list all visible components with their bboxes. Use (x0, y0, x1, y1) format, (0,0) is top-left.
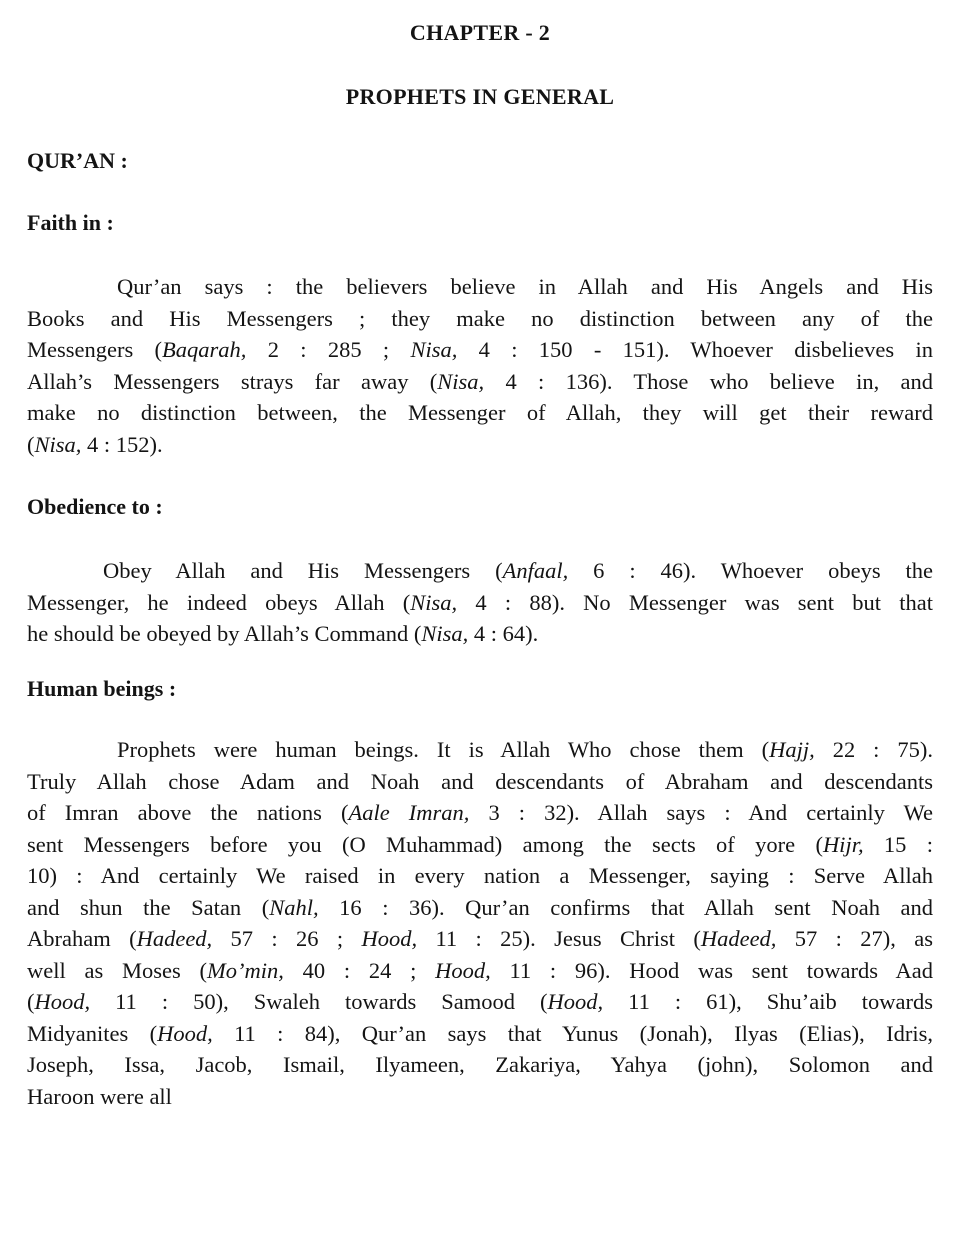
text-line (27, 587, 933, 619)
text-segment: Messengers ( (27, 337, 163, 362)
citation-surah: Hijr, (822, 831, 864, 857)
text-segment: 4 : 88). No Messenger was sent but that (457, 589, 933, 615)
text-segment: Truly Allah chose Adam and Noah and descendants of Abraham and descendants (27, 768, 933, 794)
text-segment: Joseph, Issa, Jacob, Ismail, Ilyameen, Zakariya, Yahya (john), Solomon and (27, 1052, 933, 1077)
citation-surah: Baqarah, (162, 337, 247, 362)
chapter-label: CHAPTER - 2 (409, 20, 551, 45)
subsection-heading-faith: Faith in : (27, 210, 114, 235)
citation-surah: Mo’min, (206, 957, 284, 983)
text-line (27, 986, 933, 1018)
text-line (27, 1018, 933, 1050)
subsection-heading-human-beings: Human beings : (27, 676, 177, 701)
text-segment: ( (27, 989, 35, 1014)
text-segment: 15 : (863, 831, 933, 857)
text-line (27, 892, 933, 924)
citation-surah: Nisa, (34, 431, 82, 457)
paragraph-human-beings (27, 734, 933, 1112)
text-line (27, 429, 933, 461)
text-segment: sent Messengers before you (O Muhammad) among the sects of yore ( (27, 831, 823, 857)
text-segment: 4 : 64). (468, 621, 539, 646)
text-segment: 11 : 50), Swaleh towards Samood ( (90, 989, 548, 1014)
text-line (27, 955, 933, 987)
citation-surah: Nisa, (421, 621, 469, 646)
text-line (27, 734, 933, 766)
text-segment: 11 : 96). Hood was sent towards Aad (490, 957, 933, 983)
text-line (27, 366, 933, 398)
citation-surah: Nisa, (410, 337, 458, 362)
text-segment: 10) : And certainly We raised in every nation a Messenger, saying : Serve Allah (27, 863, 933, 888)
citation-surah: Hood, (34, 989, 91, 1014)
text-segment: 2 : 285 ; (246, 337, 411, 362)
text-line (27, 1081, 933, 1113)
text-line (27, 555, 933, 587)
text-segment: 4 : 150 - 151). Whoever disbelieves in (457, 337, 933, 362)
citation-surah: Nisa, (410, 589, 458, 615)
citation-surah: Hajj, (769, 737, 815, 762)
text-segment: Obey Allah and His Messengers ( (103, 558, 503, 583)
text-segment: Allah’s Messengers strays far away ( (27, 368, 438, 394)
text-segment: and shun the Satan ( (27, 894, 270, 920)
citation-surah: Hadeed, (136, 926, 213, 951)
text-line (27, 860, 933, 892)
text-segment: 4 : 136). Those who believe in, and (484, 368, 933, 394)
text-segment: 57 : 27), as (776, 926, 933, 951)
citation-surah: Aale Imran, (348, 800, 470, 825)
text-segment: Qur’an says : the believers believe in Allah and His Angels and His (117, 274, 933, 299)
text-segment: 22 : 75). (814, 737, 933, 762)
text-segment: Prophets were human beings. It is Allah Who chose them ( (117, 737, 770, 762)
text-segment: Haroon were all (27, 1083, 172, 1109)
text-line (27, 271, 933, 303)
paragraph-obedience (27, 555, 933, 650)
citation-surah: Hadeed, (700, 926, 777, 951)
text-segment: 40 : 24 ; (283, 957, 436, 983)
text-segment: 11 : 84), Qur’an says that Yunus (Jonah), Ilyas (Elias), Idris, (212, 1020, 933, 1046)
text-line (27, 923, 933, 955)
text-segment: Abraham ( (27, 926, 137, 951)
citation-surah: Nisa, (437, 368, 485, 394)
text-segment: Books and His Messengers ; they make no distinction between any of the (27, 305, 933, 331)
text-segment: of Imran above the nations ( (27, 800, 349, 825)
text-line (27, 397, 933, 429)
section-heading-quran: QUR’AN : (27, 148, 128, 173)
text-segment: 3 : 32). Allah says : And certainly We (469, 800, 934, 825)
citation-surah: Nahl, (269, 894, 319, 920)
citation-surah: Hood, (435, 957, 491, 983)
citation-surah: Anfaal, (502, 558, 569, 583)
text-segment: he should be obeyed by Allah’s Command ( (27, 621, 422, 646)
text-line (27, 303, 933, 335)
text-segment: 6 : 46). Whoever obeys the (568, 558, 933, 583)
citation-surah: Hood, (157, 1020, 213, 1046)
text-segment: Messenger, he indeed obeys Allah ( (27, 589, 411, 615)
text-segment: 4 : 152). (81, 431, 163, 457)
text-segment: make no distinction between, the Messenger of Allah, they will get their reward (27, 400, 933, 425)
paragraph-faith (27, 271, 933, 460)
citation-surah: Hood, (361, 926, 418, 951)
text-segment: 11 : 61), Shu’aib towards (603, 989, 934, 1014)
text-segment: Midyanites ( (27, 1020, 158, 1046)
text-line (27, 618, 933, 650)
text-line (27, 766, 933, 798)
text-segment: 16 : 36). Qur’an confirms that Allah sent Noah and (318, 894, 933, 920)
text-segment: 57 : 26 ; (212, 926, 362, 951)
text-segment: 11 : 25). Jesus Christ ( (417, 926, 701, 951)
text-line (27, 334, 933, 366)
text-segment: ( (27, 431, 35, 457)
subsection-heading-obedience: Obedience to : (27, 494, 163, 519)
citation-surah: Hood, (547, 989, 604, 1014)
chapter-title: PROPHETS IN GENERAL (345, 84, 615, 109)
text-line (27, 797, 933, 829)
text-line (27, 1049, 933, 1081)
text-segment: well as Moses ( (27, 957, 207, 983)
text-line (27, 829, 933, 861)
